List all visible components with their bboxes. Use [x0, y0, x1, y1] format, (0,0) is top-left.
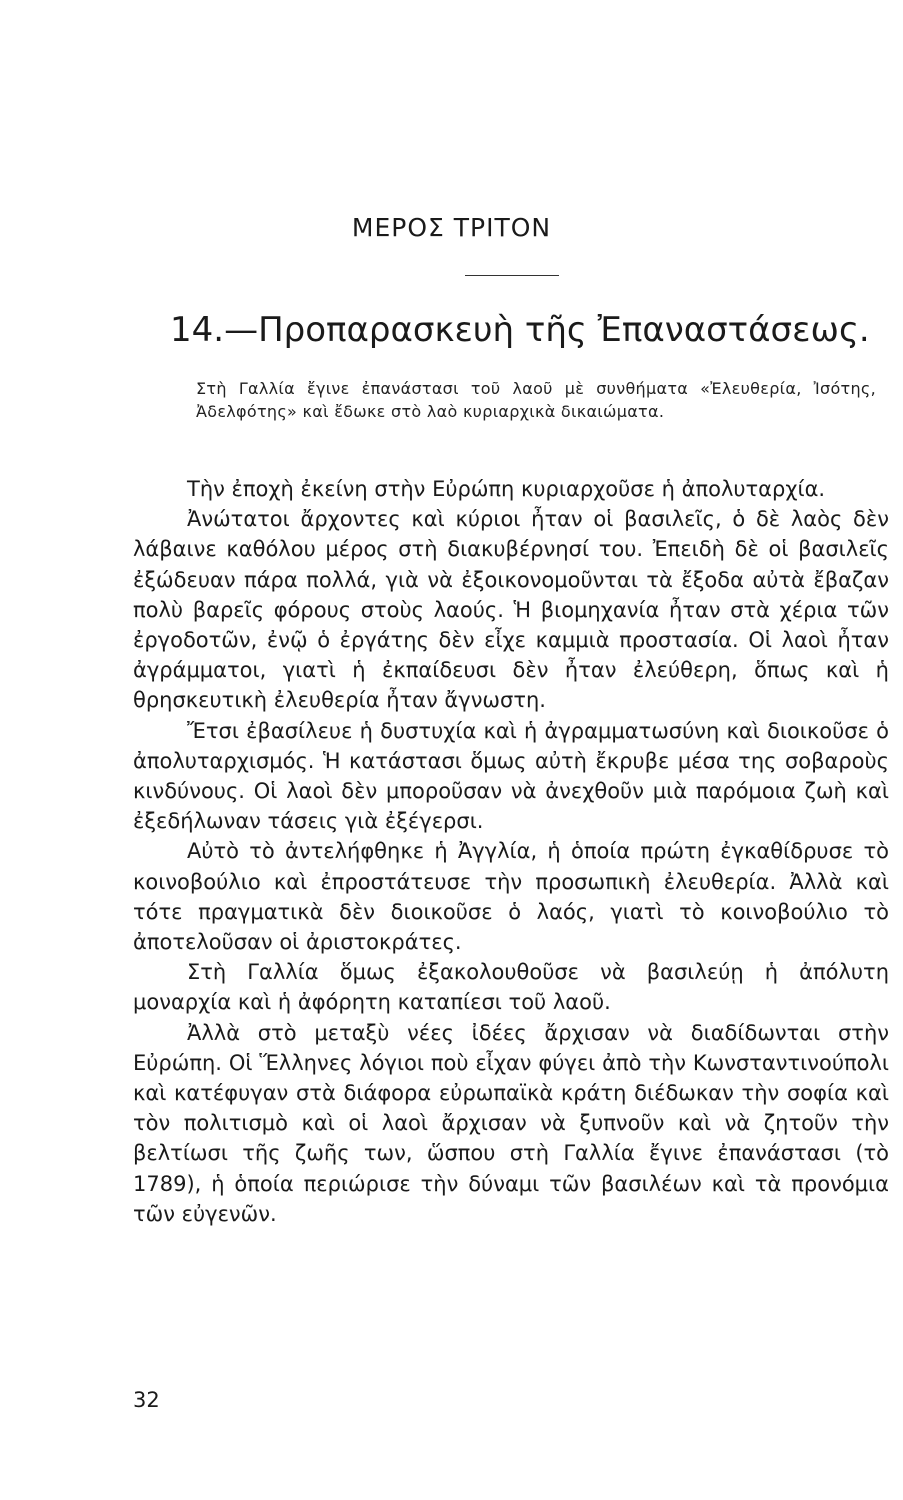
paragraph: Στὴ Γαλλία ὅμως ἐξακολουθοῦσε νὰ βασιλεύῃ ἡ ἀπόλυτη μοναρχία καὶ ἡ ἀφόρητη καταπίεσι τοῦ λαοῦ.: [133, 960, 889, 1015]
chapter-title: 14.—Προπαρασκευὴ τῆς Ἐπαναστάσεως.: [170, 310, 870, 350]
chapter-summary: Στὴ Γαλλία ἔγινε ἐπανάστασι τοῦ λαοῦ μὲ συνθήματα «Ἐλευθερία, Ἰσότης, Ἀδελφότης» καὶ ἔδωκε στὸ λαὸ κυριαρχικὰ δικαιώματα.: [196, 379, 876, 421]
page-number: 32: [133, 1388, 160, 1412]
part-title: ΜΕΡΟΣ ΤΡΙΤΟΝ: [351, 213, 552, 242]
paragraph: Τὴν ἐποχὴ ἐκείνη στὴν Εὐρώπη κυριαρχοῦσε ἡ ἀπολυταρχία.: [187, 477, 826, 501]
paragraph: Ἀνώτατοι ἄρχοντες καὶ κύριοι ἦταν οἱ βασιλεῖς, ὁ δὲ λαὸς δὲν λάβαινε καθόλου μέρος στὴ διακυβέρνησί του. Ἐπειδὴ δὲ οἱ βασιλεῖς ἐξώδευαν πάρα πολλά, γιὰ νὰ ἐξοικονομοῦνται τὰ ἔξοδα αὐτὰ ἔβαζαν πολὺ βαρεῖς φόρους στοὺς λαούς. Ἡ βιομηχανία ἦταν στὰ χέρια τῶν ἐργοδοτῶν, ἐνῷ ὁ ἐργάτης δὲν εἶχε καμμιὰ προστασία. Οἱ λαοὶ ἦταν ἀγράμματοι, γιατὶ ἡ ἐκπαίδευσι δὲν ἦταν ἐλεύθερη, ὅπως καὶ ἡ θρησκευτικὴ ἐλευθερία ἦταν ἄγνωστη.: [133, 507, 889, 713]
title-divider: [465, 275, 559, 276]
paragraph: Ἀλλὰ στὸ μεταξὺ νέες ἰδέες ἄρχισαν νὰ διαδίδωνται στὴν Εὐρώπη. Οἱ Ἕλληνες λόγιοι ποὺ εἶχαν φύγει ἀπὸ τὴν Κωνσταντινούπολι καὶ κατέφυγαν στὰ διάφορα εὐρωπαϊκὰ κράτη διέδωκαν τὴν σοφία καὶ τὸν πολιτισμὸ καὶ οἱ λαοὶ ἄρχισαν νὰ ξυπνοῦν καὶ νὰ ζητοῦν τὴν βελτίωσι τῆς ζωῆς των, ὥσπου στὴ Γαλλία ἔγινε ἐπανάστασι (τὸ 1789), ἡ ὁποία περιώρισε τὴν δύναμι τῶν βασιλέων καὶ τὰ προνόμια τῶν εὐγενῶν.: [133, 1020, 889, 1226]
paragraph: Ἔτσι ἐβασίλευε ἡ δυστυχία καὶ ἡ ἀγραμματωσύνη καὶ διοικοῦσε ὁ ἀπολυταρχισμός. Ἡ κατάστασι ὅμως αὐτὴ ἔκρυβε μέσα της σοβαροὺς κινδύνους. Οἱ λαοὶ δὲν μποροῦσαν νὰ ἀνεχθοῦν μιὰ παρόμοια ζωὴ καὶ ἐξεδήλωναν τάσεις γιὰ ἐξέγερσι.: [133, 718, 889, 834]
chapter-body: [133, 474, 889, 1229]
paragraph: Αὐτὸ τὸ ἀντελήφθηκε ἡ Ἀγγλία, ἡ ὁποία πρώτη ἐγκαθίδρυσε τὸ κοινοβούλιο καὶ ἐπροστάτευσε τὴν προσωπικὴ ἐλευθερία. Ἀλλὰ καὶ τότε πραγματικὰ δὲν διοικοῦσε ὁ λαός, γιατὶ τὸ κοινοβούλιο τὸ ἀποτελοῦσαν οἱ ἀριστοκράτες.: [133, 839, 889, 955]
